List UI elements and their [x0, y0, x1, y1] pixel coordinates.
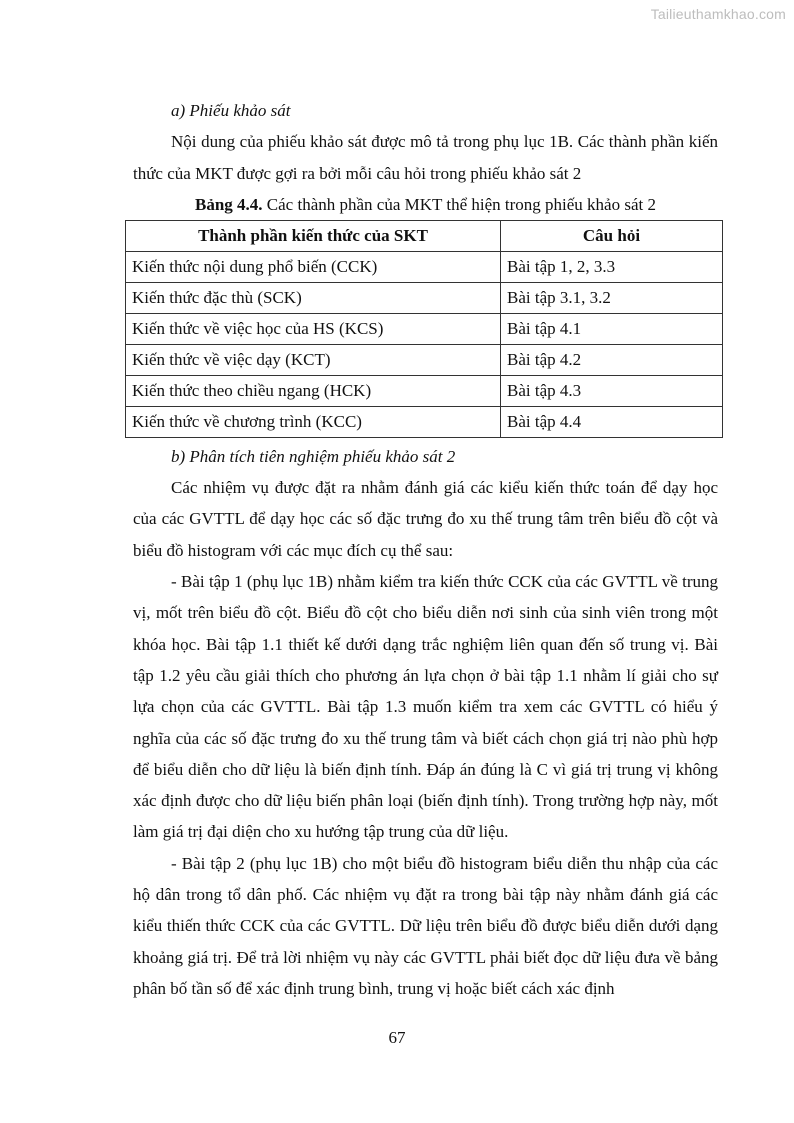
table-row — [126, 282, 723, 313]
table-header-question: Câu hỏi — [501, 220, 723, 251]
table-row — [126, 313, 723, 344]
table-header-component: Thành phần kiến thức của SKT — [126, 220, 501, 251]
table-row — [126, 251, 723, 282]
paragraph-b3: - Bài tập 2 (phụ lục 1B) cho một biểu đồ histogram biểu diễn thu nhập của các hộ dân trong tổ dân phố. Các nhiệm vụ đặt ra trong bài tập này nhằm đánh giá các kiểu thiến thức CCK của các GVTTL. Dữ liệu trên biểu đồ được biểu diễn dưới dạng khoảng giá trị. Để trả lời nhiệm vụ này các GVTTL phải biết đọc dữ liệu đưa về bảng phân bố tần số để xác định trung bình, trung vị hoặc biết cách xác định — [133, 853, 718, 998]
table-cell-question: Bài tập 4.3 — [501, 375, 723, 406]
table-cell-question: Bài tập 4.2 — [501, 344, 723, 375]
table-cell-question: Bài tập 4.4 — [501, 406, 723, 437]
table-cell-component: Kiến thức về việc học của HS (KCS) — [126, 313, 501, 344]
table-header-row — [126, 220, 723, 251]
watermark: Tailieuthamkhao.com — [650, 6, 786, 22]
page-content — [133, 95, 718, 1004]
table-cell-question: Bài tập 1, 2, 3.3 — [501, 251, 723, 282]
paragraph-b1: Các nhiệm vụ được đặt ra nhằm đánh giá các kiểu kiến thức toán để dạy học của các GVTTL để dạy học các số đặc trưng đo xu thế trung tâm trên biểu đồ cột và biểu đồ histogram với các mục đích cụ thể sau: — [133, 478, 718, 560]
table-caption-label: Bảng 4.4. — [195, 194, 263, 214]
table-cell-component: Kiến thức nội dung phổ biến (CCK) — [126, 251, 501, 282]
table-cell-question: Bài tập 4.1 — [501, 313, 723, 344]
page-number: 67 — [388, 1028, 406, 1047]
paragraph-b2: - Bài tập 1 (phụ lục 1B) nhằm kiểm tra kiến thức CCK của các GVTTL về trung vị, mốt trên biểu đồ cột. Biểu đồ cột cho biểu diễn nơi sinh của sinh viên trong một khóa học. Bài tập 1.1 thiết kế dưới dạng trắc nghiệm liên quan đến số trung vị. Bài tập 1.2 yêu cầu giải thích cho phương án lựa chọn ở bài tập 1.1 nhằm lí giải cho sự lựa chọn của các GVTTL. Bài tập 1.3 muốn kiểm tra xem các GVTTL có hiểu ý nghĩa của các số đặc trưng đo xu thế trung tâm và biết cách chọn giá trị nào phù hợp để biểu diễn cho dữ liệu là biến định tính. Đáp án đúng là C vì giá trị trung vị không xác định được cho dữ liệu biến phân loại (biến định tính). Trong trường hợp này, mốt làm giá trị đại diện cho xu hướng tập trung của dữ liệu. — [133, 572, 718, 842]
table-cell-question: Bài tập 3.1, 3.2 — [501, 282, 723, 313]
table-caption — [133, 189, 718, 220]
table-cell-component: Kiến thức đặc thù (SCK) — [126, 282, 501, 313]
mkt-components-table — [125, 220, 723, 438]
table-cell-component: Kiến thức về việc dạy (KCT) — [126, 344, 501, 375]
table-cell-component: Kiến thức theo chiều ngang (HCK) — [126, 375, 501, 406]
table-row — [126, 344, 723, 375]
table-row — [126, 375, 723, 406]
table-cell-component: Kiến thức về chương trình (KCC) — [126, 406, 501, 437]
table-row — [126, 406, 723, 437]
section-a-heading: a) Phiếu khảo sát — [171, 101, 291, 120]
paragraph-intro: Nội dung của phiếu khảo sát được mô tả trong phụ lục 1B. Các thành phần kiến thức của MKT được gợi ra bởi mỗi câu hỏi trong phiếu khảo sát 2 — [133, 132, 718, 183]
section-b-heading: b) Phân tích tiên nghiệm phiếu khảo sát 2 — [171, 446, 456, 466]
table-caption-text: Các thành phần của MKT thể hiện trong phiếu khảo sát 2 — [262, 194, 656, 214]
